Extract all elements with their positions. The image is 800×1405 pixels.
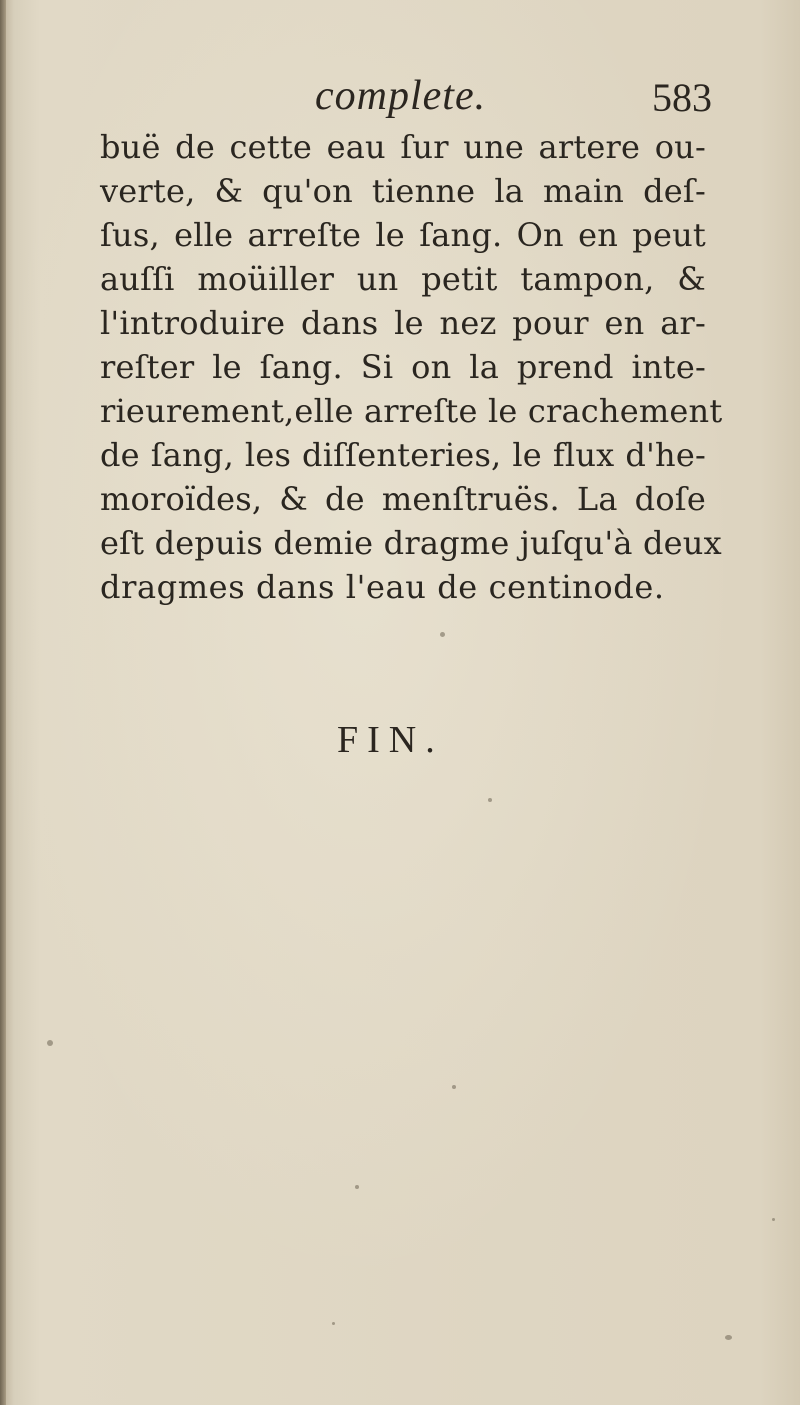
paper-speck	[440, 632, 445, 637]
page-header	[100, 70, 720, 130]
text-line: verte, & qu'on tienne la main deſ-	[100, 172, 706, 210]
fin-marker: FIN.	[337, 719, 444, 761]
paper-speck	[47, 1040, 53, 1046]
text-line: de ſang, les diſſenteries, le flux d'he-	[100, 436, 706, 474]
running-head: complete.	[315, 73, 487, 119]
text-line: rieurement,elle arreſte le crachement	[100, 392, 723, 430]
text-line-last: dragmes dans l'eau de centinode.	[100, 568, 665, 606]
text-line: eſt depuis demie dragme juſqu'à deux	[100, 524, 722, 562]
paper-speck	[725, 1335, 732, 1340]
text-line: ſus, elle arreſte le ſang. On en peut	[100, 216, 706, 254]
body-text	[100, 125, 723, 609]
text-line: moroïdes, & de menſtruës. La doſe	[100, 480, 706, 518]
paper-speck	[355, 1185, 359, 1189]
text-line: auſſi moüiller un petit tampon, &	[100, 260, 706, 298]
text-line: reſter le ſang. Si on la prend inte-	[100, 348, 706, 386]
paper-speck	[488, 798, 492, 802]
paper-speck	[772, 1218, 775, 1221]
paper-speck	[452, 1085, 456, 1089]
paper-speck	[332, 1322, 335, 1325]
text-line: buë de cette eau ſur une artere ou-	[100, 128, 706, 166]
page-number: 583	[652, 75, 712, 120]
text-line: l'introduire dans le nez pour en ar-	[100, 304, 706, 342]
page-binding-edge	[0, 0, 6, 1405]
